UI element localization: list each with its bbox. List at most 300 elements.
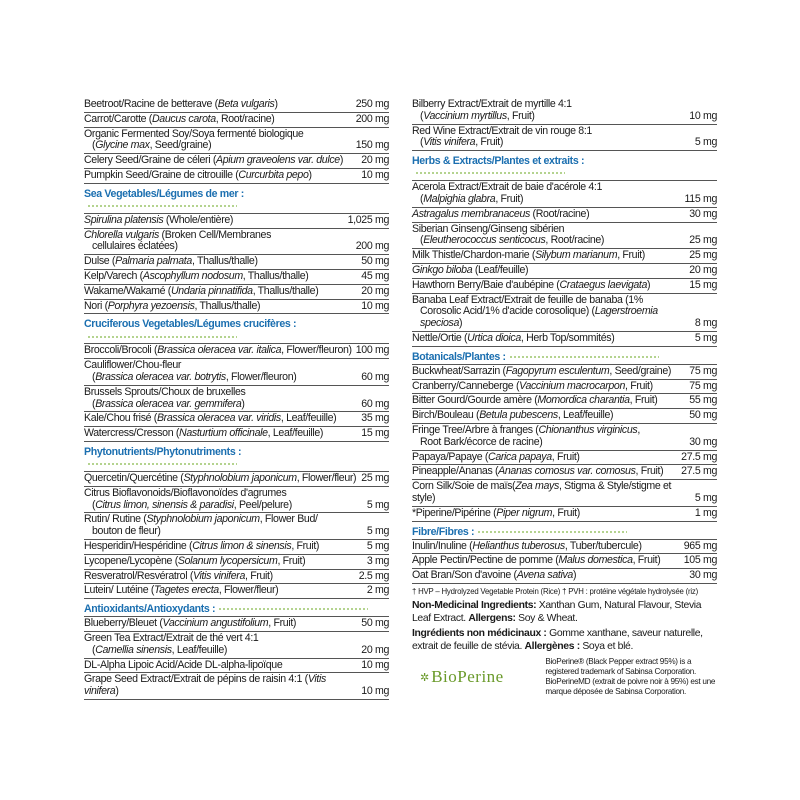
ingredient-name	[84, 571, 359, 583]
ingredient-name-line2	[84, 399, 357, 411]
left-ingredient-column	[84, 98, 389, 700]
ingredient-part-cont: , Fruit)	[506, 109, 535, 122]
ingredient-botanical-name: Vitis vinifera	[84, 673, 326, 698]
ingredient-row	[412, 125, 717, 152]
ingredient-part: , Fruit)	[551, 450, 580, 463]
ingredient-row	[84, 128, 389, 155]
ingredient-name	[412, 481, 695, 505]
ingredient-part: (Whole/entière)	[163, 213, 234, 226]
ingredient-row	[412, 279, 717, 294]
ingredient-common-name: Inulin/Inuline (	[412, 539, 473, 552]
ingredient-row	[84, 472, 389, 487]
ingredient-common-name: Red Wine Extract/Extrait de vin rouge 8:1	[412, 124, 592, 137]
ingredient-row	[412, 223, 717, 250]
ingredient-botanical-name: Beta vulgaris	[217, 98, 275, 110]
ingredient-common-name-cont: cellulaires éclatées)	[92, 240, 178, 253]
ingredient-botanical-name: Fagopyrum esculentum	[505, 364, 610, 377]
dotted-divider	[87, 336, 237, 338]
section-heading-label: Botanicals/Plantes :	[412, 350, 506, 363]
ingredient-name	[84, 488, 367, 512]
ingredient-botanical-name: Solanum lycopersicum	[177, 554, 278, 567]
ingredient-row	[84, 570, 389, 585]
ingredient-common-name: Resveratrol/Resvératrol (	[84, 569, 193, 582]
ingredient-part: )	[572, 569, 577, 582]
ingredient-row	[412, 394, 717, 409]
ingredient-amount: 10 mg	[361, 168, 389, 181]
ingredient-name	[84, 473, 361, 485]
ingredient-common-name: Apple Pectin/Pectine de pomme (	[412, 554, 559, 567]
ingredient-row	[84, 555, 389, 570]
ingredient-botanical-name: Undaria pinnatifida	[170, 284, 253, 297]
ingredient-common-name: Lutein/ Lutéine (	[84, 584, 155, 597]
ingredient-part-cont: , Root/racine)	[545, 234, 605, 247]
ingredient-row	[412, 480, 717, 507]
ingredient-row	[412, 332, 717, 347]
ingredient-name	[84, 170, 361, 182]
ingredient-row	[84, 113, 389, 128]
ingredient-botanical-name: Urtica dioica	[467, 331, 521, 344]
nmi-fr-label: Ingrédients non médicinaux :	[412, 628, 547, 640]
ingredient-amount: 250 mg	[355, 98, 389, 110]
ingredient-row	[84, 359, 389, 386]
ingredient-botanical-name: Styphnolobium japonicum	[146, 513, 260, 526]
ingredient-name	[412, 250, 689, 262]
ingredient-common-name: Brussels Sprouts/Choux de bruxelles	[84, 385, 246, 398]
section-heading	[84, 599, 389, 617]
ingredient-amount: 27.5 mg	[681, 465, 717, 478]
ingredient-name-line2	[412, 235, 685, 247]
ingredient-common-name-cont: (	[420, 234, 424, 247]
ingredient-name-line2	[412, 437, 685, 449]
section-heading	[84, 184, 389, 214]
ingredient-amount: 965 mg	[683, 539, 717, 552]
ingredient-botanical-name-cont: Lagerstroemia speciosa	[420, 305, 658, 330]
ingredient-amount: 20 mg	[689, 263, 717, 276]
ingredient-common-name: Hawthorn Berry/Baie d'aubépine (	[412, 278, 560, 291]
section-heading-label: Fibre/Fibres :	[412, 525, 475, 538]
right-ingredient-rows	[412, 98, 717, 584]
ingredient-row	[84, 673, 389, 700]
ingredient-botanical-name: Palmaria palmata	[115, 255, 192, 268]
ingredient-part-cont: , Fruit)	[475, 136, 504, 149]
ingredient-botanical-name: Betula pubescens	[479, 409, 558, 422]
ingredient-name	[412, 425, 689, 449]
ingredient-botanical-name: Chionanthus virginicus	[538, 423, 638, 436]
ingredient-common-name-cont: Corosolic Acid/1% d'acide corosolique) (	[420, 305, 595, 318]
ingredient-botanical-name: Silybum marianum	[535, 249, 618, 262]
section-heading	[84, 314, 389, 344]
ingredient-row	[412, 249, 717, 264]
ingredient-botanical-name: Tagetes erecta	[154, 584, 219, 597]
dotted-divider	[218, 608, 368, 610]
ingredient-name	[412, 99, 689, 123]
ingredient-amount: 60 mg	[361, 397, 389, 410]
ingredient-row	[412, 181, 717, 208]
ingredient-part: (Root/racine)	[529, 207, 590, 220]
ingredient-row	[412, 365, 717, 380]
ingredient-name	[412, 381, 689, 393]
ingredient-amount: 45 mg	[361, 269, 389, 282]
ingredient-name	[412, 570, 689, 582]
ingredient-amount: 150 mg	[355, 139, 389, 152]
ingredient-name-line2	[412, 194, 681, 206]
ingredient-common-name: Banaba Leaf Extract/Extrait de feuille de banaba (1%	[412, 293, 643, 306]
ingredient-common-name: Organic Fermented Soy/Soya fermenté biologique	[84, 127, 304, 140]
ingredient-amount: 5 mg	[694, 136, 717, 149]
ingredient-botanical-name: Daucus carota	[152, 112, 216, 125]
ingredient-amount: 10 mg	[361, 299, 389, 312]
ingredient-part: , Fruit)	[291, 539, 320, 552]
ingredient-part: )	[308, 168, 312, 181]
bioperine-note-en: BioPerine® (Black Pepper extract 95%) is a registered trademark of Sabinsa Corporation.	[545, 657, 696, 677]
bioperine-brand: BioPerine	[431, 667, 504, 687]
ingredient-common-name: Cranberry/Canneberge (	[412, 379, 520, 392]
ingredient-amount: 2 mg	[366, 584, 389, 597]
ingredient-amount: 5 mg	[366, 539, 389, 552]
ingredient-common-name-cont: bouton de fleur)	[92, 525, 161, 538]
ingredient-part: , Thallus/thalle)	[191, 255, 258, 268]
ingredient-name	[412, 508, 695, 520]
ingredient-name	[84, 514, 367, 538]
dotted-divider	[87, 205, 237, 207]
ingredient-common-name: Kelp/Varech (	[84, 269, 143, 282]
ingredient-name	[412, 265, 689, 277]
ingredient-part: , Tuber/tubercule)	[564, 539, 642, 552]
ingredient-part: )	[339, 154, 344, 167]
ingredient-row	[84, 344, 389, 359]
ingredient-part-cont: , Leaf/feuille)	[171, 643, 228, 656]
ingredient-row	[412, 294, 717, 332]
ingredient-common-name: Bilberry Extract/Extrait de myrtille 4:1	[412, 98, 572, 110]
ingredient-common-name: *Piperine/Pipérine (	[412, 506, 497, 519]
ingredient-botanical-name-cont: Vaccinium myrtillus	[423, 109, 507, 122]
ingredient-botanical-name: Styphnolobium japonicum	[183, 471, 297, 484]
ingredient-part: , Fruit)	[552, 506, 580, 519]
ingredient-botanical-name-cont: Brassica oleracea var. botrytis	[95, 370, 226, 383]
ingredient-part: , Thallus/thalle)	[242, 269, 309, 282]
dotted-divider	[87, 463, 237, 465]
ingredient-part: , Herb Top/sommités)	[520, 331, 615, 344]
ingredient-part: , Root/racine)	[215, 112, 275, 125]
ingredient-part-cont: )	[241, 397, 245, 410]
ingredient-amount: 25 mg	[361, 471, 389, 484]
ingredient-name	[84, 428, 361, 440]
ingredient-row	[84, 285, 389, 300]
ingredient-row	[84, 214, 389, 229]
ingredient-name	[84, 286, 361, 298]
ingredient-botanical-name: Curcurbita pepo	[238, 168, 309, 181]
ingredient-part: , Leaf/feuille)	[267, 427, 324, 440]
ingredient-part-cont: , Fruit)	[495, 192, 524, 205]
ingredient-botanical-name: Ascophyllum nodosum	[142, 269, 243, 282]
ingredient-row	[412, 424, 717, 451]
ingredient-name	[84, 215, 348, 227]
ingredient-amount: 60 mg	[361, 370, 389, 383]
ingredient-amount: 8 mg	[694, 317, 717, 330]
bioperine-block	[412, 657, 717, 697]
ingredient-amount: 10 mg	[361, 685, 389, 698]
ingredient-amount: 10 mg	[689, 109, 717, 122]
ingredient-part: , Leaf/feuille)	[280, 412, 337, 425]
ingredient-botanical-name: Brassica oleracea var. italica	[157, 344, 282, 357]
ingredient-row	[84, 154, 389, 169]
bioperine-logo	[412, 667, 545, 687]
ingredient-row	[412, 465, 717, 480]
ingredient-part: )	[274, 98, 278, 110]
bioperine-note-fr: BioPerineMD (extrait de poivre noir à 95%) est une marque déposée de Sabinsa Corporation.	[545, 677, 716, 697]
ingredient-common-name: Milk Thistle/Chardon-marie (	[412, 249, 536, 262]
ingredient-common-name: Nori (	[84, 299, 108, 312]
section-heading-label: Herbs & Extracts/Plantes et extraits :	[412, 155, 585, 168]
ingredient-part: , Seed/graine)	[609, 364, 672, 377]
ingredient-amount: 20 mg	[361, 284, 389, 297]
ingredient-amount: 75 mg	[689, 364, 717, 377]
ingredient-row	[412, 451, 717, 466]
ingredient-amount: 200 mg	[355, 112, 389, 125]
ingredient-row	[84, 270, 389, 285]
ingredient-name-line2	[84, 526, 363, 538]
ingredient-common-name: Buckwheat/Sarrazin (	[412, 364, 506, 377]
ingredient-botanical-name: Spirulina platensis	[84, 213, 164, 226]
ingredient-botanical-name: Ananas comosus var. comosus	[498, 465, 636, 478]
ingredient-common-name: Bitter Gourd/Gourde amère (	[412, 394, 538, 407]
ingredient-amount: 1,025 mg	[347, 213, 389, 226]
ingredient-part: , Thallus/thalle)	[252, 284, 319, 297]
ingredient-amount: 55 mg	[689, 394, 717, 407]
ingredient-amount: 10 mg	[361, 658, 389, 671]
ingredient-row	[412, 264, 717, 279]
ingredient-name-line2	[412, 111, 685, 123]
ingredient-name	[84, 230, 356, 254]
ingredient-name	[412, 280, 689, 292]
ingredient-botanical-name-cont: Malpighia glabra	[423, 192, 496, 205]
ingredient-common-name: Grape Seed Extract/Extrait de pépins de raisin 4:1 (	[84, 673, 308, 686]
ingredient-amount: 30 mg	[689, 435, 717, 448]
ingredient-amount: 35 mg	[361, 412, 389, 425]
ingredient-amount: 100 mg	[355, 344, 389, 357]
ingredient-common-name: Birch/Bouleau (	[412, 409, 480, 422]
ingredient-name	[412, 224, 689, 248]
ingredient-common-name: Carrot/Carotte (	[84, 112, 152, 125]
hvp-footnote: † HVP – Hydrolyzed Vegetable Protein (Rice) † PVH : protéine végétale hydrolysée (riz)	[412, 586, 699, 596]
ingredient-part: , Fruit)	[277, 554, 306, 567]
ingredient-row	[84, 386, 389, 413]
ingredient-common-name: Cauliflower/Chou-fleur	[84, 359, 182, 372]
ingredient-row	[84, 412, 389, 427]
ingredient-part: , Flower Bud/	[259, 513, 318, 526]
ingredient-amount: 115 mg	[684, 192, 717, 205]
ingredient-botanical-name-cont: Glycine max	[95, 139, 150, 152]
ingredient-botanical-name: Malus domestica	[558, 554, 633, 567]
ingredient-row	[412, 98, 717, 125]
ingredient-common-name: Lycopene/Lycopène (	[84, 554, 178, 567]
section-heading-label: Sea Vegetables/Légumes de mer :	[84, 187, 244, 200]
ingredient-common-name: Watercress/Cresson (	[84, 427, 180, 440]
ingredient-part: , Fruit)	[629, 394, 658, 407]
ingredient-name	[84, 387, 361, 411]
section-heading	[412, 151, 717, 181]
ingredient-botanical-name: Carica papaya	[488, 450, 552, 463]
ingredient-name	[84, 585, 367, 597]
ingredient-name	[84, 271, 361, 283]
ingredient-common-name: Quercetin/Quercétine (	[84, 471, 184, 484]
ingredient-row	[84, 617, 389, 632]
section-heading	[412, 522, 717, 540]
ingredient-part: , Flower/fleur)	[218, 584, 279, 597]
ingredient-botanical-name: Brassica oleracea var. viridis	[156, 412, 281, 425]
ingredient-name	[84, 155, 361, 167]
ingredient-part: , Flower/fleuron)	[281, 344, 352, 357]
ingredient-amount: 50 mg	[361, 255, 389, 268]
ingredient-name	[84, 114, 356, 126]
ingredient-amount: 25 mg	[689, 234, 717, 247]
ingredient-part: (Leaf/feuille)	[472, 263, 529, 276]
bioperine-trademark-note	[545, 657, 717, 697]
ingredient-common-name: Oat Bran/Son d'avoine (	[412, 569, 517, 582]
ingredient-amount: 3 mg	[366, 554, 389, 567]
right-ingredient-column	[412, 98, 717, 697]
ingredient-row	[84, 487, 389, 514]
ingredient-common-name-cont: (	[420, 192, 424, 205]
allergens-fr-label: Allergènes :	[524, 640, 580, 652]
ingredient-botanical-name: Nasturtium officinale	[179, 427, 268, 440]
ingredient-common-name: Beetroot/Racine de betterave (	[84, 98, 218, 110]
ingredient-amount: 15 mg	[689, 278, 717, 291]
ingredient-amount: 50 mg	[361, 617, 389, 630]
ingredient-common-name-cont: (	[92, 643, 96, 656]
ingredient-name	[84, 674, 361, 698]
ingredient-botanical-name: Vaccinium angustifolium	[162, 617, 269, 630]
section-heading-label: Cruciferous Vegetables/Légumes crucifères :	[84, 318, 297, 331]
ingredient-common-name-cont: (	[92, 397, 96, 410]
ingredient-common-name: Siberian Ginseng/Ginseng sibérien	[412, 222, 565, 235]
ingredient-amount: 1 mg	[694, 506, 717, 519]
ingredient-botanical-name: Apium graveolens var. dulce	[216, 154, 340, 167]
ingredient-name	[84, 99, 356, 111]
ingredient-row	[84, 169, 389, 184]
ingredient-part-cont: , Flower/fleuron)	[225, 370, 297, 383]
ingredient-amount: 5 mg	[694, 491, 717, 504]
ingredient-common-name-cont: (	[420, 136, 424, 149]
ingredient-part-cont: )	[459, 317, 463, 330]
ingredient-part: , Stigma & Style/stigme et style)	[412, 480, 672, 504]
ingredient-name	[412, 395, 689, 407]
ingredient-row	[84, 229, 389, 256]
ingredient-name	[412, 366, 689, 378]
ingredient-common-name: Pumpkin Seed/Graine de citrouille (	[84, 168, 239, 181]
allergens-fr-text: Soya et blé.	[579, 640, 634, 652]
allergens-en-label: Allergens:	[468, 612, 516, 624]
ingredient-name	[84, 301, 361, 313]
ingredient-common-name: Papaya/Papaye (	[412, 450, 489, 463]
ingredient-botanical-name-cont: Eleutherococcus senticocus	[423, 234, 546, 247]
ingredient-botanical-name: Piper nigrum	[496, 506, 553, 519]
ingredient-name	[412, 209, 689, 221]
ingredient-botanical-name: Crataegus laevigata	[559, 278, 648, 291]
section-heading	[412, 347, 717, 365]
ingredient-row	[412, 554, 717, 569]
ingredient-botanical-name: Ginkgo biloba	[412, 263, 473, 276]
ingredient-row	[412, 409, 717, 424]
ingredient-row	[84, 255, 389, 270]
ingredient-amount: 75 mg	[689, 379, 717, 392]
section-heading-label: Phytonutrients/Phytonutriments :	[84, 445, 242, 458]
ingredient-amount: 5 mg	[694, 331, 717, 344]
ingredient-common-name-cont: (	[420, 109, 424, 122]
ingredient-row	[84, 427, 389, 442]
ingredient-botanical-name: Momordica charantia	[537, 394, 630, 407]
ingredient-name	[84, 618, 361, 630]
nmi-fr-text: Gomme xanthane, saveur naturelle, extrait de feuille de stévia.	[412, 628, 703, 652]
ingredient-common-name: Pineapple/Ananas (	[412, 465, 499, 478]
ingredient-amount: 30 mg	[689, 207, 717, 220]
ingredient-name-line2	[84, 500, 363, 512]
ingredient-amount: 30 mg	[689, 569, 717, 582]
ingredient-amount: 27.5 mg	[681, 450, 717, 463]
ingredient-name	[84, 413, 361, 425]
non-medicinal-ingredients-en	[412, 600, 717, 625]
ingredient-name	[84, 556, 367, 568]
ingredient-common-name: Broccoli/Brocoli (	[84, 344, 158, 357]
ingredient-name	[84, 541, 367, 553]
ingredient-common-name: Acerola Extract/Extrait de baie d'acérole 4:1	[412, 181, 603, 194]
ingredient-amount: 50 mg	[689, 409, 717, 422]
ingredient-name	[84, 129, 356, 153]
ingredient-botanical-name: Porphyra yezoensis	[107, 299, 195, 312]
ingredient-common-name: Rutin/ Rutine (	[84, 513, 147, 526]
dotted-divider	[477, 531, 627, 533]
section-heading	[84, 442, 389, 472]
ingredient-part: )	[647, 278, 651, 291]
ingredient-row	[84, 659, 389, 674]
ingredient-name	[412, 410, 689, 422]
ingredient-name	[412, 333, 695, 345]
allergens-en-text: Soy & Wheat.	[515, 612, 578, 624]
ingredient-name	[84, 345, 356, 357]
ingredient-amount: 25 mg	[689, 249, 717, 262]
ingredient-name-line2	[84, 241, 352, 253]
ingredient-amount: 105 mg	[683, 554, 717, 567]
ingredient-common-name: DL-Alpha Lipoic Acid/Acide DL-alpha-lipoïque	[84, 658, 283, 671]
nmi-en-label: Non-Medicinal Ingredients:	[412, 599, 537, 611]
ingredient-part: , Fruit)	[617, 249, 645, 262]
ingredient-part: , Fruit)	[632, 554, 661, 567]
ingredient-name	[84, 360, 361, 384]
dotted-divider	[415, 172, 565, 174]
ingredient-botanical-name: Astragalus membranaceus	[412, 207, 530, 220]
ingredient-common-name: Hesperidin/Hespéridine (	[84, 539, 193, 552]
ingredient-name-line2	[412, 137, 691, 149]
dotted-divider	[509, 356, 659, 358]
ingredient-name	[412, 466, 681, 478]
ingredient-row	[412, 540, 717, 555]
ingredient-common-name-cont: (	[92, 498, 96, 511]
ingredient-row	[412, 208, 717, 223]
ingredient-name	[84, 660, 361, 672]
ingredient-name-line2	[84, 645, 357, 657]
ingredient-row	[84, 513, 389, 540]
leaf-icon: ✲	[420, 671, 430, 684]
ingredient-part: , Leaf/feuille)	[557, 409, 614, 422]
ingredient-part: ,	[637, 423, 640, 436]
ingredient-name	[84, 633, 361, 657]
ingredient-common-name: Nettle/Ortie (	[412, 331, 468, 344]
section-heading-label: Antioxidants/Antioxydants :	[84, 603, 216, 616]
ingredient-common-name: Citrus Bioflavonoids/Bioflavonoïdes d'agrumes	[84, 486, 287, 499]
ingredient-common-name: Celery Seed/Graine de céleri (	[84, 154, 216, 167]
ingredient-row	[84, 540, 389, 555]
ingredient-name-line2	[84, 140, 352, 152]
